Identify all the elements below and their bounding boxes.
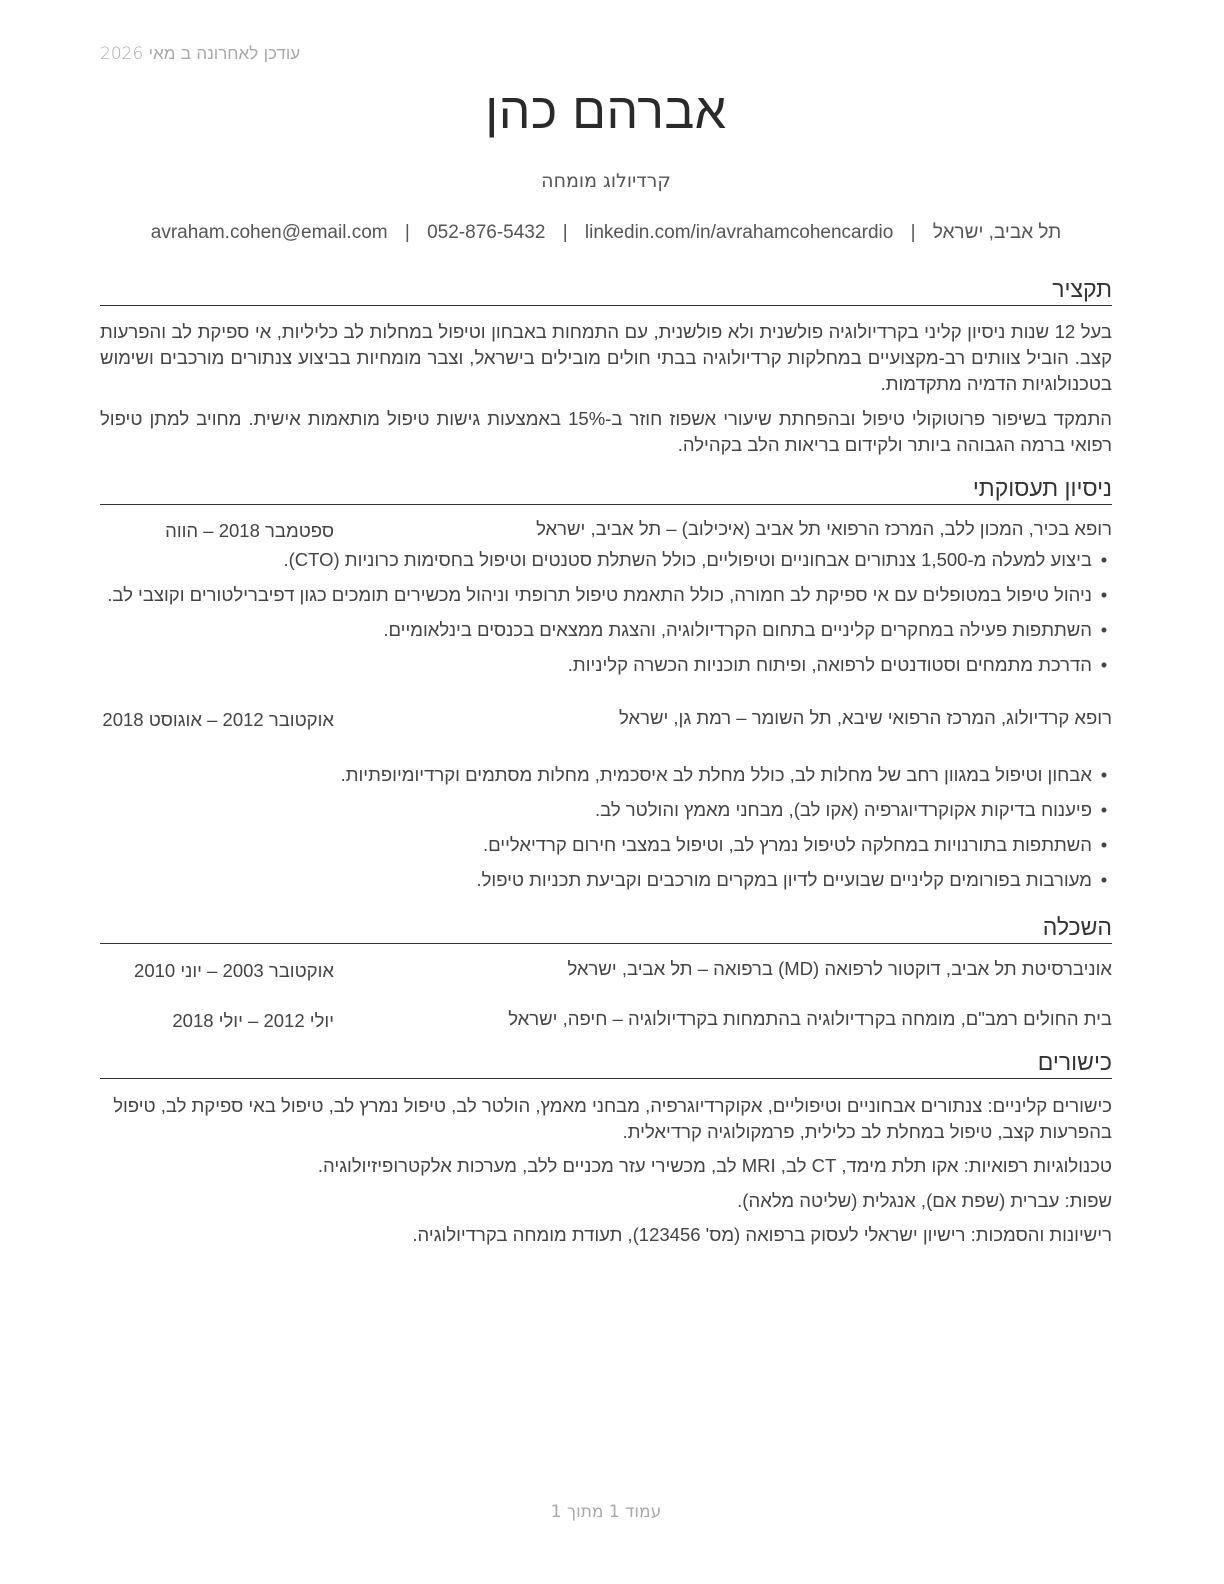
location: תל אביב, ישראל: [932, 222, 1062, 243]
list-item: •ניהול טיפול במטופלים עם אי ספיקת לב חמורה, כולל התאמת טיפול תרופתי וניהול מכשירים תומכים כגון דפיברילטורים וקוצבי לב.: [107, 584, 1112, 606]
education-institution: בית החולים רמב"ם, מומחה בקרדיולוגיה בהתמחות בקרדיולוגיה – חיפה, ישראל: [508, 1008, 1112, 1029]
bullet-icon: •: [1100, 654, 1108, 675]
linkedin-link[interactable]: linkedin.com/in/avrahamcohencardio: [584, 222, 894, 243]
resume-page: [100, 0, 1112, 1584]
job-role: רופא קרדיולוג, המרכז הרפואי שיבא, תל השומר – רמת גן, ישראל: [619, 707, 1112, 728]
skill-line: טכנולוגיות רפואיות: אקו תלת מימד, CT לב, MRI לב, מכשירי עזר מכניים ללב, מערכות אלקטרופיזיולוגיה.: [317, 1155, 1112, 1176]
job-title: קרדיולוג מומחה: [541, 170, 671, 192]
email-link[interactable]: avraham.cohen@email.com: [150, 222, 388, 243]
bullet-icon: •: [1100, 869, 1108, 890]
separator: |: [404, 222, 410, 243]
separator: |: [562, 222, 568, 243]
skill-line: כישורים קליניים: צנתורים אבחוניים וטיפוליים, אקוקרדיוגרפיה, מבחני מאמץ, הולטר לב, טיפול נמרץ לב, טיפול באי ספיקת לב, טיפול בהפרעות קצב, טיפול במחלת לב כלילית, פרמקולוגיה קרדיאלית.: [113, 1095, 1112, 1142]
list-item: •אבחון וטיפול במגוון רחב של מחלות לב, כולל מחלת לב איסכמית, מחלות מסתמים וקרדיומיופתיות.: [341, 764, 1112, 786]
list-item: •השתתפות פעילה במחקרים קליניים בתחום הקרדיולוגיה, והצגת ממצאים בכנסים בינלאומיים.: [383, 619, 1112, 641]
bullet-icon: •: [1100, 834, 1108, 855]
section-heading-skills: כישורים: [100, 1049, 1112, 1079]
person-name: אברהם כהן: [485, 83, 727, 139]
bullet-icon: •: [1100, 549, 1108, 570]
phone-number[interactable]: 052-876-5432: [427, 222, 546, 243]
section-heading-experience: ניסיון תעסוקתי: [100, 475, 1112, 505]
bullet-icon: •: [1100, 799, 1108, 820]
education-dates: אוקטובר 2003 – יוני 2010: [134, 960, 334, 981]
last-updated: עודכן לאחרונה ב מאי 2026: [100, 44, 301, 64]
skill-line: רישיונות והסמכות: רישיון ישראלי לעסוק ברפואה (מס' 123456), תעודת מומחה בקרדיולוגיה.: [412, 1224, 1112, 1245]
section-heading-summary: תקציר: [100, 276, 1112, 306]
skill-line: שפות: עברית (שפת אם), אנגלית (שליטה מלאה).: [737, 1190, 1112, 1211]
job-dates: ספטמבר 2018 – הווה: [165, 520, 334, 541]
summary-paragraph: בעל 12 שנות ניסיון קליני בקרדיולוגיה פולשנית ולא פולשנית, עם התמחות באבחון וטיפול במחלות לב כליליות, אי ספיקת לב והפרעות קצב. הוביל צוותים רב-מקצועיים במחלקות קרדיולוגיה בבתי חולים מובילים בישראל, וצבר מומחיות בביצוע צנתורים מורכבים ושימוש בטכנולוגיות הדמיה מתקדמות.: [100, 321, 1112, 394]
list-item: •השתתפות בתורנויות במחלקה לטיפול נמרץ לב, וטיפול במצבי חירום קרדיאליים.: [483, 834, 1112, 856]
list-item: •הדרכת מתמחים וסטודנטים לרפואה, ופיתוח תוכניות הכשרה קליניות.: [568, 654, 1112, 676]
page-number: עמוד 1 מתוך 1: [550, 1502, 662, 1522]
education-institution: אוניברסיטת תל אביב, דוקטור לרפואה (MD) ברפואה – תל אביב, ישראל: [567, 958, 1112, 979]
job-dates: אוקטובר 2012 – אוגוסט 2018: [102, 709, 334, 730]
list-item: •פיענוח בדיקות אקוקרדיוגרפיה (אקו לב), מבחני מאמץ והולטר לב.: [595, 799, 1112, 821]
separator: |: [910, 222, 916, 243]
education-dates: יולי 2012 – יולי 2018: [172, 1010, 334, 1031]
list-item: •מעורבות בפורומים קליניים שבועיים לדיון במקרים מורכבים וקביעת תכניות טיפול.: [476, 869, 1112, 891]
list-item: •ביצוע למעלה מ-1,500 צנתורים אבחוניים וטיפוליים, כולל השתלת סטנטים וטיפול בחסימות כרוניות (CTO).: [283, 549, 1112, 571]
section-heading-education: השכלה: [100, 914, 1112, 944]
bullet-icon: •: [1100, 764, 1108, 785]
bullet-icon: •: [1100, 584, 1108, 605]
bullet-icon: •: [1100, 619, 1108, 640]
contact-line: [100, 222, 1112, 244]
job-role: רופא בכיר, המכון ללב, המרכז הרפואי תל אביב (איכילוב) – תל אביב, ישראל: [536, 518, 1112, 539]
summary-paragraph: התמקד בשיפור פרוטוקולי טיפול ובהפחתת שיעורי אשפוז חוזר ב-15% באמצעות גישות טיפול מותאמות אישית. מחויב למתן טיפול רפואי ברמה הגבוהה ביותר ולקידום בריאות הלב בקהילה.: [100, 408, 1113, 455]
